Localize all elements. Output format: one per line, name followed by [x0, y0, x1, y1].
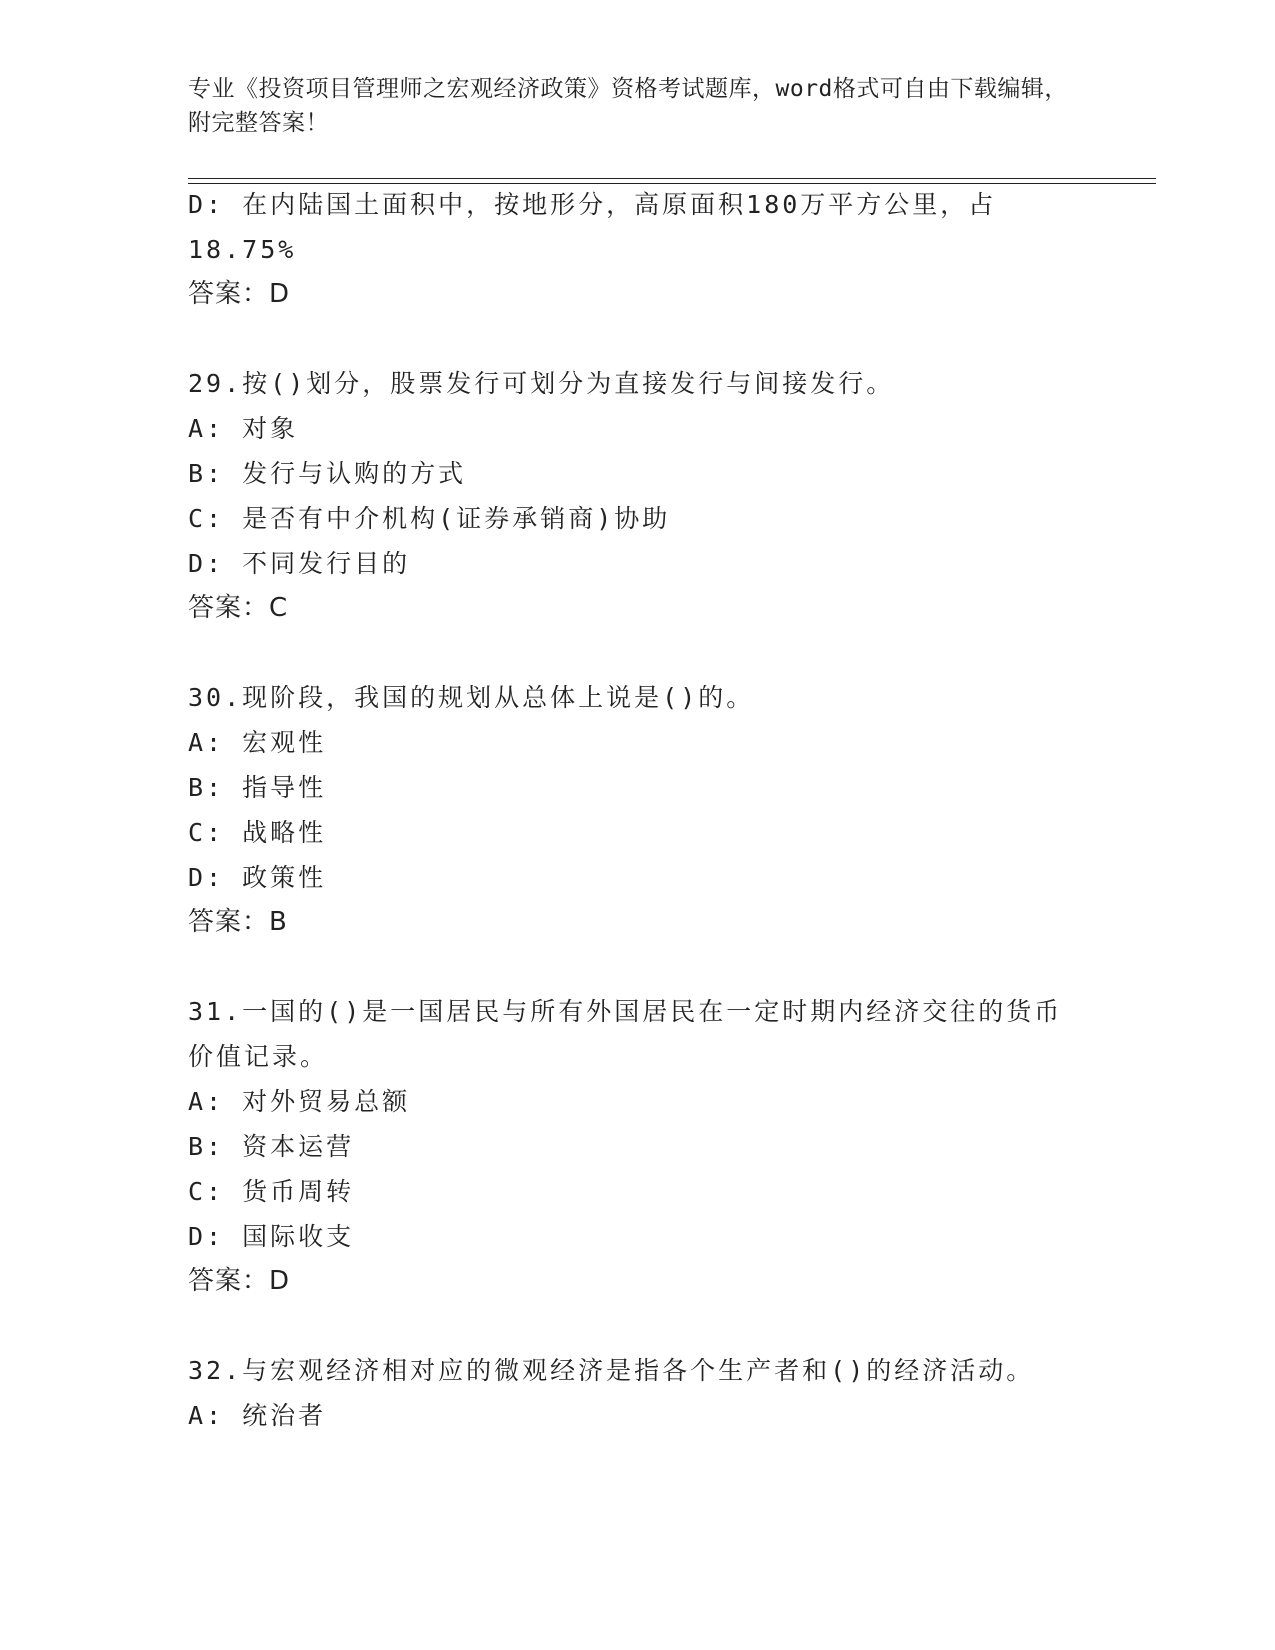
- q31-question-line2: 价值记录。: [188, 1042, 329, 1071]
- q31-option-c: C: 货币周转: [188, 1177, 355, 1206]
- q29-option-a: A: 对象: [188, 414, 299, 443]
- q29-question: 29.按()划分，股票发行可划分为直接发行与间接发行。: [188, 369, 895, 398]
- q30-option-a: A: 宏观性: [188, 728, 327, 757]
- q30-answer: 答案：B: [188, 907, 288, 937]
- document-header: 专业《投资项目管理师之宏观经济政策》资格考试题库，word格式可自由下载编辑，附完整答案！: [188, 76, 1068, 136]
- q28-option-d-line2: 18.75%: [188, 235, 297, 264]
- q29-answer: 答案：C: [188, 593, 289, 623]
- q28-answer: 答案：D: [188, 279, 291, 309]
- q30-option-b: B: 指导性: [188, 773, 327, 802]
- q31-option-b: B: 资本运营: [188, 1132, 355, 1161]
- q29-option-d: D: 不同发行目的: [188, 549, 411, 578]
- q30-option-c: C: 战略性: [188, 818, 327, 847]
- header-divider-top: [188, 178, 1156, 179]
- q31-option-d: D: 国际收支: [188, 1222, 355, 1251]
- q31-question-line1: 31.一国的()是一国居民与所有外国居民在一定时期内经济交往的货币: [188, 997, 1063, 1026]
- q32-option-a: A: 统治者: [188, 1401, 327, 1430]
- q32-question: 32.与宏观经济相对应的微观经济是指各个生产者和()的经济活动。: [188, 1356, 1035, 1385]
- header-divider-bottom: [188, 183, 1156, 184]
- q29-option-c: C: 是否有中介机构(证券承销商)协助: [188, 504, 671, 533]
- q29-option-b: B: 发行与认购的方式: [188, 459, 467, 488]
- q31-answer: 答案：D: [188, 1266, 291, 1296]
- q31-option-a: A: 对外贸易总额: [188, 1087, 411, 1116]
- q30-question: 30.现阶段，我国的规划从总体上说是()的。: [188, 683, 755, 712]
- q30-option-d: D: 政策性: [188, 863, 327, 892]
- q28-option-d-line1: D: 在内陆国土面积中，按地形分，高原面积180万平方公里，占: [188, 190, 997, 219]
